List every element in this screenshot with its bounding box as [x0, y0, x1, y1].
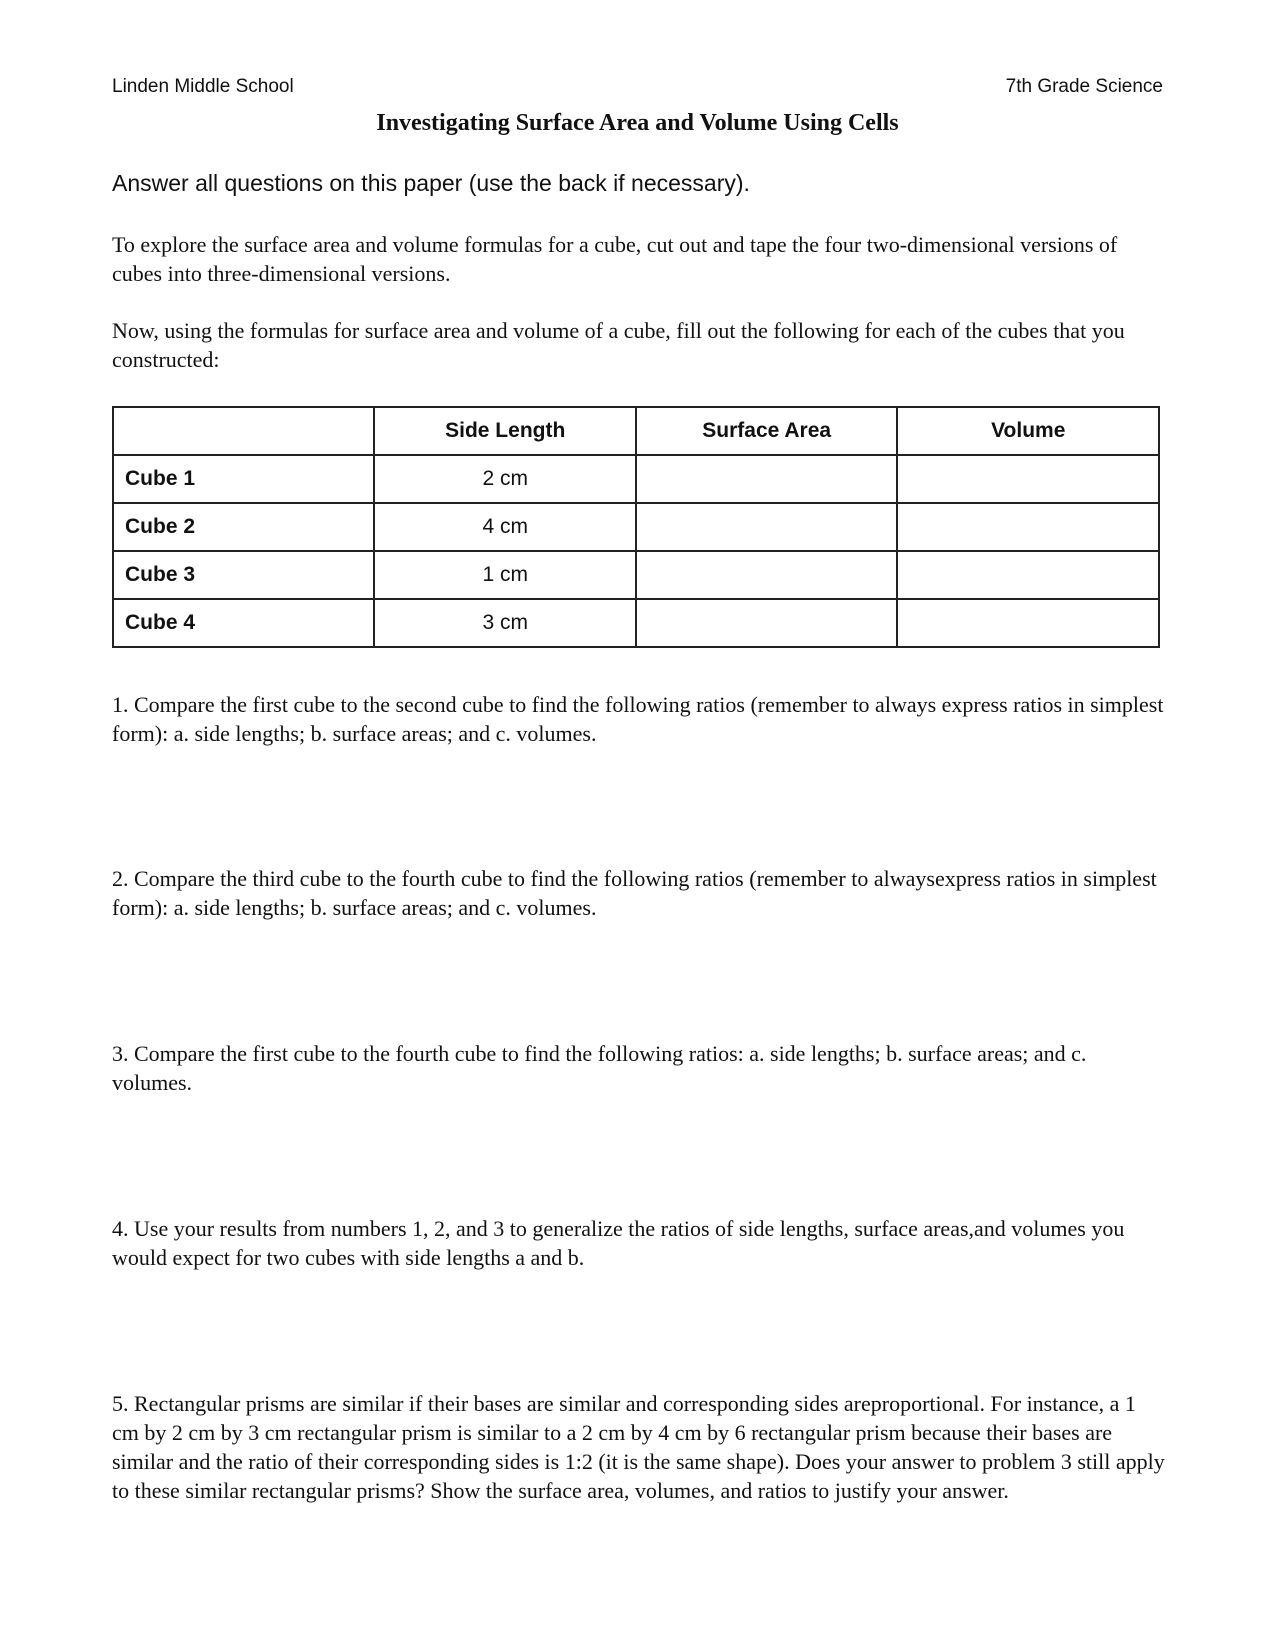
table-header-row — [113, 407, 1159, 455]
surface-area-cell[interactable] — [636, 503, 898, 551]
table-row — [113, 599, 1159, 647]
question-3: 3. Compare the first cube to the fourth cube to find the following ratios: a. side lengths; b. surface areas; and c. volumes. — [112, 1041, 1087, 1095]
volume-cell[interactable] — [897, 551, 1159, 599]
table-header-blank — [113, 407, 374, 455]
side-length-cell: 1 cm — [374, 551, 635, 599]
side-length-cell: 4 cm — [374, 503, 635, 551]
school-name: Linden Middle School — [112, 76, 294, 97]
question-4: 4. Use your results from numbers 1, 2, and 3 to generalize the ratios of side lengths, surface areas,and volumes you would expect for two cubes with side lengths a and b. — [112, 1216, 1125, 1270]
table-row — [113, 551, 1159, 599]
course-name: 7th Grade Science — [1005, 76, 1163, 97]
side-length-cell: 2 cm — [374, 455, 635, 503]
worksheet-title: Investigating Surface Area and Volume Using Cells — [376, 110, 899, 136]
question-5: 5. Rectangular prisms are similar if their bases are similar and corresponding sides areproportional. For instance, a 1 cm by 2 cm by 3 cm rectangular prism is similar to a 2 cm by 4 cm by 6 rectangular prism because their bases are similar and the ratio of their corresponding sides is 1:2 (it is the same shape). Does your answer to problem 3 still apply to these similar rectangular prisms? Show the surface area, volumes, and ratios to justify your answer. — [112, 1391, 1165, 1503]
side-length-cell: 3 cm — [374, 599, 635, 647]
row-label: Cube 1 — [113, 455, 374, 503]
row-label: Cube 2 — [113, 503, 374, 551]
table-row — [113, 455, 1159, 503]
volume-cell[interactable] — [897, 599, 1159, 647]
instruction-text: Answer all questions on this paper (use the back if necessary). — [112, 170, 750, 196]
row-label: Cube 4 — [113, 599, 374, 647]
table-header-side-length: Side Length — [374, 407, 635, 455]
table-row — [113, 503, 1159, 551]
row-label: Cube 3 — [113, 551, 374, 599]
table-header-volume: Volume — [897, 407, 1159, 455]
intro-paragraph-1: To explore the surface area and volume formulas for a cube, cut out and tape the four two-dimensional versions of cubes into three-dimensional versions. — [112, 232, 1118, 286]
volume-cell[interactable] — [897, 503, 1159, 551]
surface-area-cell[interactable] — [636, 455, 898, 503]
question-2: 2. Compare the third cube to the fourth cube to find the following ratios (remember to alwaysexpress ratios in simplest form): a. side lengths; b. surface areas; and c. volumes. — [112, 866, 1157, 920]
question-1: 1. Compare the first cube to the second cube to find the following ratios (remember to always express ratios in simplest form): a. side lengths; b. surface areas; and c. volumes. — [112, 692, 1164, 746]
surface-area-cell[interactable] — [636, 599, 898, 647]
surface-area-cell[interactable] — [636, 551, 898, 599]
intro-paragraph-2: Now, using the formulas for surface area and volume of a cube, fill out the following for each of the cubes that you constructed: — [112, 318, 1125, 372]
cube-table — [112, 406, 1160, 648]
table-header-surface-area: Surface Area — [636, 407, 898, 455]
volume-cell[interactable] — [897, 455, 1159, 503]
